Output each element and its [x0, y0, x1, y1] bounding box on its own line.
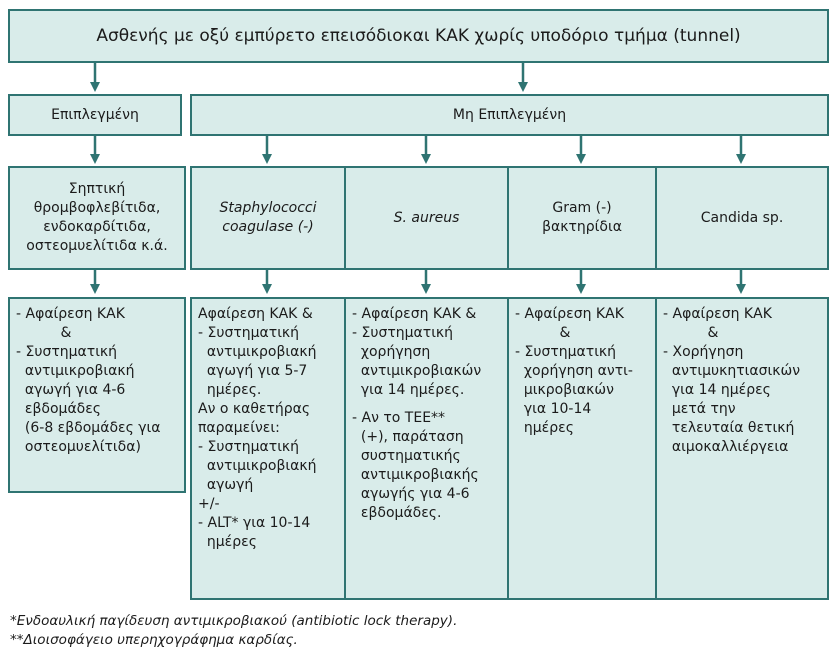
treatment-line: +/-: [198, 496, 220, 512]
treatment-line: παραμείνει:: [198, 420, 280, 436]
category-line: Σηπτική: [68, 181, 126, 197]
footnotes: [10, 612, 457, 650]
treatment-s-aureus: [344, 297, 509, 600]
treatment-line: Αν ο καθετήρας: [198, 401, 311, 417]
treatment-line: για 14 ημέρες: [663, 382, 771, 398]
treatment-line: αντιμυκητιασικών: [663, 363, 801, 379]
non-selected-branch-label: Μη Επιπλεγμένη: [452, 107, 567, 123]
treatment-line: χορήγηση αντι-: [515, 363, 633, 379]
treatment-line: αντιμικροβιακών: [352, 363, 482, 379]
selected-branch-box: [8, 94, 182, 136]
treatment-line: για 14 ημέρες.: [352, 382, 465, 398]
category-line: θρομβοφλεβίτιδα,: [33, 200, 161, 216]
category-line: coagulase (-): [222, 219, 314, 235]
treatment-line: (+), παράταση: [352, 429, 464, 445]
treatment-line: - Αν το ΤΕΕ**: [352, 410, 446, 426]
treatment-line: εβδομάδες: [16, 401, 102, 417]
treatment-line: ημέρες.: [198, 382, 262, 398]
treatment-line: τελευταία θετική: [663, 420, 795, 436]
treatment-line: - Συστηματική: [198, 325, 300, 341]
treatment-line: αντιμικροβιακή: [16, 363, 135, 379]
category-line: Gram (-): [552, 200, 612, 216]
treatment-line: - ALT* για 10-14: [198, 515, 311, 531]
flowchart-title-box: [8, 9, 829, 63]
treatment-line: για 10-14: [515, 401, 592, 417]
treatment-line: Αφαίρεση ΚΑΚ &: [198, 306, 313, 322]
treatment-line: αγωγή για 5-7: [198, 363, 308, 379]
category-line: Candida sp.: [700, 209, 784, 226]
footnote-alt: *Ενδοαυλική παγίδευση αντιμικροβιακού (antibiotic lock therapy).: [10, 613, 458, 629]
non-selected-branch-box: [190, 94, 829, 136]
treatment-staphylococci: [190, 297, 346, 600]
treatment-line: οστεομυελίτιδα): [16, 439, 141, 455]
treatment-line: - Συστηματική: [198, 439, 300, 455]
treatment-line: - Αφαίρεση ΚΑΚ: [515, 306, 624, 322]
treatment-line: αιμοκαλλιέργεια: [663, 439, 789, 455]
treatment-line: εβδομάδες.: [352, 505, 442, 521]
category-line: οστεομυελίτιδα κ.ά.: [26, 238, 168, 254]
treatment-line: - Συστηματική: [515, 344, 617, 360]
treatment-spacer: [352, 400, 501, 409]
treatment-candida: [655, 297, 829, 600]
treatment-line: αγωγή για 4-6: [16, 382, 126, 398]
footnote-tee: **Διοισοφάγειο υπερηχογράφημα καρδίας.: [10, 632, 298, 648]
category-line: βακτηρίδια: [542, 219, 622, 235]
treatment-line: συστηματικής: [352, 448, 461, 464]
treatment-line: ημέρες: [515, 420, 574, 436]
treatment-line: &: [16, 325, 72, 341]
category-candida: [655, 166, 829, 270]
category-complications: [8, 166, 186, 270]
treatment-line: - Συστηματική: [16, 344, 118, 360]
treatment-line: αντιμικροβιακή: [198, 458, 317, 474]
treatment-line: (6-8 εβδομάδες για: [16, 420, 161, 436]
treatment-line: - Συστηματική: [352, 325, 454, 341]
selected-branch-label: Επιπλεγμένη: [51, 107, 139, 123]
treatment-line: μικροβιακών: [515, 382, 614, 398]
treatment-gram-negative: [507, 297, 657, 600]
treatment-line: αγωγής για 4-6: [352, 486, 470, 502]
treatment-line: - Αφαίρεση ΚΑΚ: [663, 306, 772, 322]
treatment-complications: [8, 297, 186, 493]
treatment-line: - Χορήγηση: [663, 344, 744, 360]
treatment-line: αντιμικροβιακής: [352, 467, 479, 483]
category-staphylococci: [190, 166, 346, 270]
treatment-line: μετά την: [663, 401, 736, 417]
category-s-aureus: [344, 166, 509, 270]
treatment-line: - Αφαίρεση ΚΑΚ &: [352, 306, 477, 322]
category-line: Staphylococci: [219, 200, 317, 216]
category-line: ενδοκαρδίτιδα,: [43, 219, 151, 235]
category-gram-negative: [507, 166, 657, 270]
treatment-line: - Αφαίρεση ΚΑΚ: [16, 306, 125, 322]
treatment-line: αγωγή: [198, 477, 254, 493]
treatment-line: &: [515, 325, 571, 341]
category-line: S. aureus: [393, 209, 460, 226]
flowchart-title: Ασθενής με οξύ εμπύρετο επεισόδιοκαι ΚΑΚ χωρίς υποδόριο τμήμα (tunnel): [96, 26, 741, 46]
treatment-line: ημέρες: [198, 534, 257, 550]
treatment-line: &: [663, 325, 719, 341]
treatment-line: αντιμικροβιακή: [198, 344, 317, 360]
treatment-line: χορήγηση: [352, 344, 431, 360]
